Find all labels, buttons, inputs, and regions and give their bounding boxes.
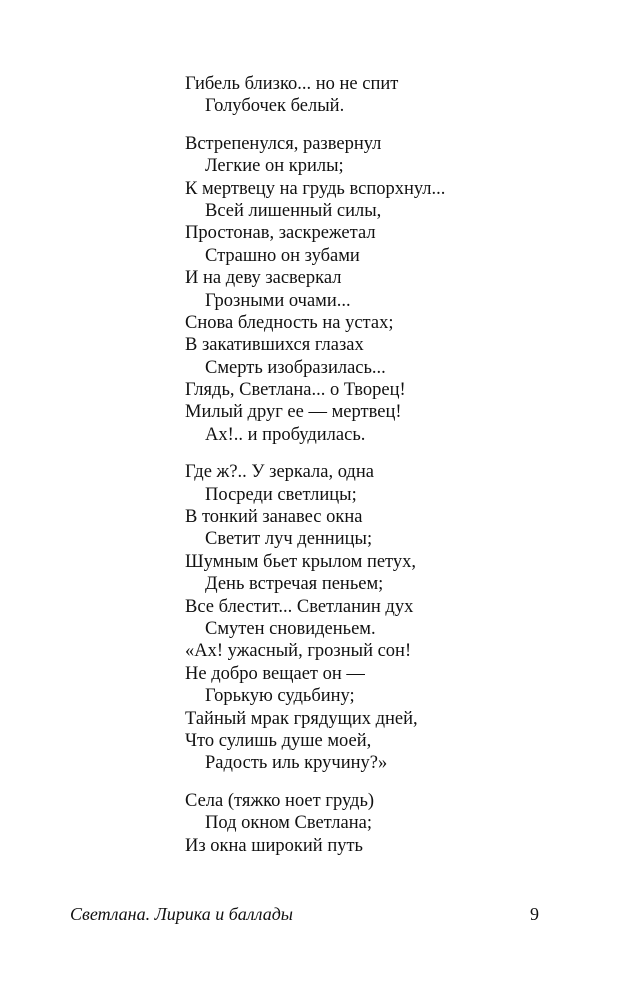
poem-line: Где ж?.. У зеркала, одна [185,462,374,483]
poem-line: Всей лишенный силы, [205,200,382,221]
poem-line: Светит луч денницы; [205,529,373,550]
running-title: Светлана. Лирика и баллады [70,904,293,924]
stanza [185,790,605,857]
poem-line: Встрепенулся, развернул [185,133,382,154]
page-number: 9 [530,904,539,924]
poem-line: Шумным бьет крылом петух, [185,551,417,572]
poem-line: В закатившихся глазах [185,335,364,356]
stanza [185,133,605,446]
poem-line: Голубочек белый. [205,96,345,117]
poem-line: Легкие он крилы; [205,156,344,177]
poem-line: Смерть изобразилась... [205,357,386,378]
poem-line: Под окном Светлана; [205,813,372,834]
poem-line: Страшно он зубами [205,245,360,266]
poem-line: Снова бледность на устах; [185,312,394,333]
poem-line: Радость иль кручину?» [205,753,388,774]
poem-line: Все блестит... Светланин дух [185,596,414,617]
poem-line: В тонкий занавес окна [185,507,363,528]
poem-line: Глядь, Светлана... о Творец! [185,380,406,401]
poem-line: Не добро вещает он — [185,663,365,684]
poem-line: Села (тяжко ноет грудь) [185,790,375,811]
poem-line: К мертвецу на грудь вспорхнул... [185,178,446,199]
poem-line: И на деву засверкал [185,268,342,289]
poem-line: Простонав, заскрежетал [185,223,376,244]
poem-line: День встречая пеньем; [205,574,384,595]
stanza [185,461,605,774]
poem-line: Смутен сновиденьем. [205,618,376,639]
poem-line: «Ах! ужасный, грозный сон! [185,641,412,662]
poem-line: Ах!.. и пробудилась. [205,424,366,445]
poem-text [185,73,605,872]
poem-line: Из окна широкий путь [185,835,363,856]
poem-line: Тайный мрак грядущих дней, [185,708,418,729]
stanza [185,73,605,118]
poem-line: Горькую судьбину; [205,686,355,707]
poem-line: Милый друг ее — мертвец! [185,402,402,423]
poem-line: Грозными очами... [205,290,351,311]
poem-line: Что сулишь душе моей, [185,730,372,751]
poem-line: Посреди светлицы; [205,484,357,505]
page-footer [70,902,539,926]
poem-line: Гибель близко... но не спит [185,74,399,94]
